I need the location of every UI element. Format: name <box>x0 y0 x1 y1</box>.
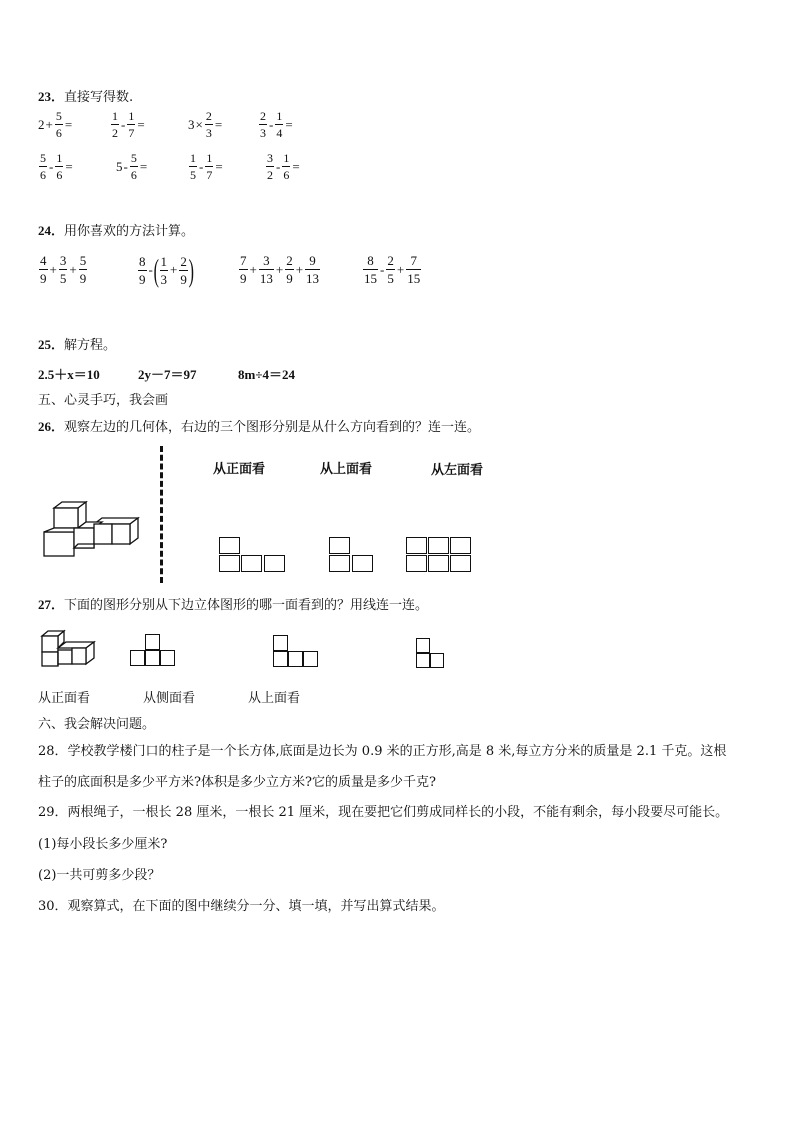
q23-expr-3: 3 × $\frac{2}{3}$ = <box>188 109 223 140</box>
q28-line-2: 柱子的底面积是多少平方米?体积是多少立方米?它的质量是多少千克? <box>38 775 436 790</box>
q26-label-left: 从左面看 <box>431 463 484 478</box>
q24-expr-2: $\frac{8}{9}$ - ( $\frac{1}{3}$ + $\frac{2}{9}$ ) <box>139 252 194 288</box>
q27-label-side: 从侧面看 <box>143 691 196 706</box>
q23-expr-4: $\frac{2}{3}$ - $\frac{1}{4}$ = <box>260 109 293 140</box>
q25-equation-3: 8m÷4＝24 <box>238 367 295 382</box>
q26-solid-figure <box>40 500 144 562</box>
q29-sub-2: (2)一共可剪多少段？ <box>38 868 161 883</box>
q27-label-front: 从正面看 <box>38 691 91 706</box>
q28-line-1: 28．学校教学楼门口的柱子是一个长方体,底面是边长为 0.9 米的正方形,高是 8 米,每立方分米的质量是 2.1 千克。这根 <box>38 744 727 759</box>
q30-line-1: 30．观察算式，在下面的图中继续分一分、填一填，并写出算式结果。 <box>38 899 445 914</box>
q27-label-top: 从上面看 <box>248 691 301 706</box>
q26-divider-dashed <box>160 446 163 583</box>
q23-expr-6: 5 - $\frac{5}{6}$ = <box>116 151 148 182</box>
q26-label-front: 从正面看 <box>213 462 266 477</box>
q23-title: 23．直接写得数. <box>38 89 134 105</box>
q27-title: 27．下面的图形分别从下边立体图形的哪一面看到的？用线连一连。 <box>38 597 429 613</box>
q24-title: 24．用你喜欢的方法计算。 <box>38 223 195 239</box>
q27-solid-figure <box>38 628 100 670</box>
q29-line-1: 29．两根绳子，一根长 28 厘米，一根长 21 厘米，现在要把它们剪成同样长的小段，不能有剩余，每小段要尽可能长。 <box>38 805 729 820</box>
q23-expr-7: $\frac{1}{5}$ - $\frac{1}{7}$ = <box>190 151 223 182</box>
section-6-heading: 六、我会解决问题。 <box>38 717 156 732</box>
q24-expr-1: $\frac{4}{9}$ + $\frac{3}{5}$ + $\frac{5}{9}$ <box>40 253 87 286</box>
q25-equation-2: 2y－7＝97 <box>138 367 197 382</box>
q23-expr-8: $\frac{3}{2}$ - $\frac{1}{6}$ = <box>267 151 300 182</box>
q24-expr-3: $\frac{7}{9}$ + $\frac{3}{13}$ + $\frac{2}{9}$ + $\frac{9}{13}$ <box>240 253 320 286</box>
q25-title: 25．解方程。 <box>38 337 117 353</box>
q26-label-top: 从上面看 <box>320 462 373 477</box>
section-5-heading: 五、心灵手巧，我会画 <box>38 393 169 408</box>
q23-expr-1: 2 + $\frac{5}{6}$ = <box>38 109 73 140</box>
q25-equation-1: 2.5＋x＝10 <box>38 367 100 382</box>
q23-expr-2: $\frac{1}{2}$ - $\frac{1}{7}$ = <box>112 109 145 140</box>
q23-expr-5: $\frac{5}{6}$ - $\frac{1}{6}$ = <box>40 151 73 182</box>
q24-expr-4: $\frac{8}{15}$ - $\frac{2}{5}$ + $\frac{7}{15}$ <box>364 253 421 286</box>
q29-sub-1: (1)每小段长多少厘米? <box>38 837 168 852</box>
q26-title: 26．观察左边的几何体，右边的三个图形分别是从什么方向看到的？连一连。 <box>38 419 481 435</box>
